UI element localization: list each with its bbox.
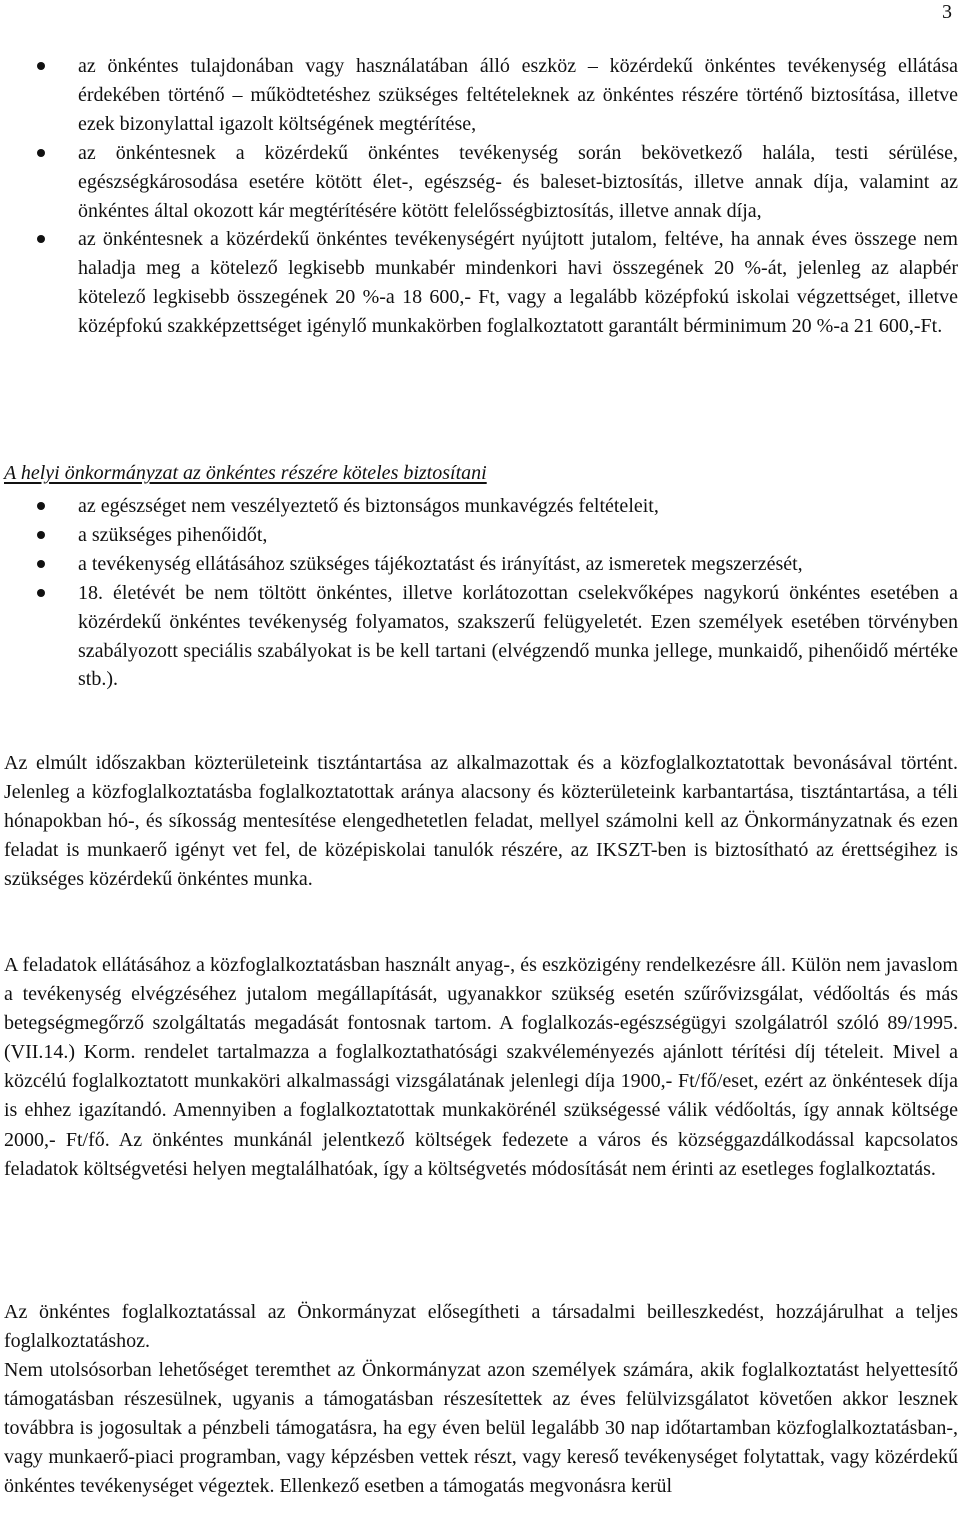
list-item-text: a tevékenység ellátásához szükséges tájékoztatást és irányítást, az ismeretek megszerzését, — [78, 552, 803, 575]
bullet-icon — [37, 62, 45, 70]
bullet-icon — [37, 149, 45, 157]
paragraph-integration: Az önkéntes foglalkoztatással az Önkormányzat elősegítheti a társadalmi beilleszkedést, hozzájárulhat a teljes foglalkoztatáshoz. — [4, 1301, 958, 1353]
bullet-list-costs — [0, 52, 958, 341]
list-item-text: a szükséges pihenőidőt, — [78, 523, 268, 546]
list-item — [0, 52, 958, 139]
list-item-text: az önkéntesnek a közérdekű önkéntes tevékenységért nyújtott jutalom, feltéve, ha annak éves összege nem haladja meg a kötelező legkisebb munkabér mindenkori havi összegének 20 %-át, jelenleg az alapbér kötelező legkisebb összegének 20 %-a 18 600,- Ft, vagy a legalább középfokú iskolai végzettséget, illetve középfokú szakképzettséget igénylő munkakörben foglalkoztatott garantált bérminimum 20 %-a 21 600,-Ft. — [78, 228, 958, 338]
paragraph-public-areas: Az elmúlt időszakban közterületeink tisztántartása az alkalmazottak és a közfoglalkoztatottak bevonásával történt. Jelenleg a közfoglalkoztatásba foglalkoztatottak aránya alacsony és közterületeink karbantartása, tisztántartása, a téli hónapokban hó-, és síkosság mentesítése elengedhetetlen feladat, mellyel számolni kell az Önkormányzatnak és ezen feladat is munkaerő igényt vet fel, de középiskolai tanulók részére, az IKSZT-ben is biztosítható az érettségihez is szükséges közérdekű önkéntes munka. — [4, 752, 958, 891]
list-item — [0, 225, 958, 341]
list-item-text: az önkéntesnek a közérdekű önkéntes tevékenység során bekövetkező halála, testi sérülése, egészségkárosodása esetére kötött élet-, egészség- és baleset-biztosítás, illetve annak díja, valamint az önkéntes által okozott kár megtérítésére kötött felelősségbiztosítás, illetve annak díja, — [78, 141, 958, 222]
bullet-icon — [37, 589, 45, 597]
bullet-icon — [37, 502, 45, 510]
bullet-icon — [37, 531, 45, 539]
paragraph-support: Nem utolsósorban lehetőséget teremthet az Önkormányzat azon személyek számára, akik foglalkoztatást helyettesítő támogatásban részesülnek, ugyanis a támogatásban részesítettek az éves felülvizsgálatot követően akkor lesznek továbbra is jogosultak a pénzbeli támogatásra, ha egy éven belül legalább 30 nap időtartamban közfoglalkoztatásban-, vagy munkaerő-piaci programban, vagy képzésben vettek részt, vagy kereső tevékenységet folytattak, vagy közérdekű önkéntes tevékenységet végeztek. Ellenkező esetben a támogatás megvonásra kerül — [4, 1359, 958, 1498]
list-item — [0, 550, 958, 579]
page-number: 3 — [942, 1, 952, 23]
section-heading: A helyi önkormányzat az önkéntes részére köteles biztosítani — [4, 462, 487, 484]
list-item-text: az önkéntes tulajdonában vagy használatában álló eszköz – közérdekű önkéntes tevékenység ellátása érdekében történő – működtetéshez szükséges feltételeknek az önkéntes részére történő biztosítása, illetve ezek bizonylattal igazolt költségének megtérítése, — [78, 55, 958, 135]
list-item — [0, 492, 958, 521]
paragraph-costs: A feladatok ellátásához a közfoglalkoztatásban használt anyag-, és eszközigény rendelkezésre áll. Külön nem javaslom a tevékenység elvégzéséhez jutalom megállapítását, ugyanakkor szükség esetén szűrővizsgálat, védőoltás és más betegségmegőrző szolgáltatás megadását fontosnak tartom. A foglalkozás-egészségügyi szolgálatról szóló 89/1995. (VII.14.) Korm. rendelet tartalmazza a foglalkoztathatósági szakvéleményezés ajánlott térítési díj tételeit. Mivel a közcélú foglalkoztatott munkaköri alkalmassági vizsgálatának jelenlegi díja 1900,- Ft/fő/eset, ezért az önkéntesek díja is ehhez igazítandó. Amennyiben a foglalkoztatottak munkakörénél szükségessé válik védőoltás, így annak költsége 2000,- Ft/fő. Az önkéntes munkánál jelentkező költségek fedezete a város és községgazdálkodással kapcsolatos feladatok költségvetési helyen megtalálhatóak, így a költségvetés módosítását nem érinti az esetleges foglalkoztatás. — [4, 954, 958, 1180]
list-item — [0, 579, 958, 695]
bullet-icon — [37, 560, 45, 568]
list-item — [0, 521, 958, 550]
bullet-icon — [37, 235, 45, 243]
bullet-list-obligations — [0, 492, 958, 694]
list-item-text: 18. életévét be nem töltött önkéntes, illetve korlátozottan cselekvőképes nagykorú önkéntes esetében a közérdekű önkéntes tevékenység folyamatos, szakszerű felügyeletét. Ezen személyek esetében törvényben szabályozott speciális szabályokat is be kell tartani (elvégzendő munka jellege, munkaidő, pihenőidő mértéke stb.). — [78, 581, 958, 691]
list-item-text: az egészséget nem veszélyeztető és biztonságos munkavégzés feltételeit, — [78, 495, 659, 517]
list-item — [0, 139, 958, 226]
